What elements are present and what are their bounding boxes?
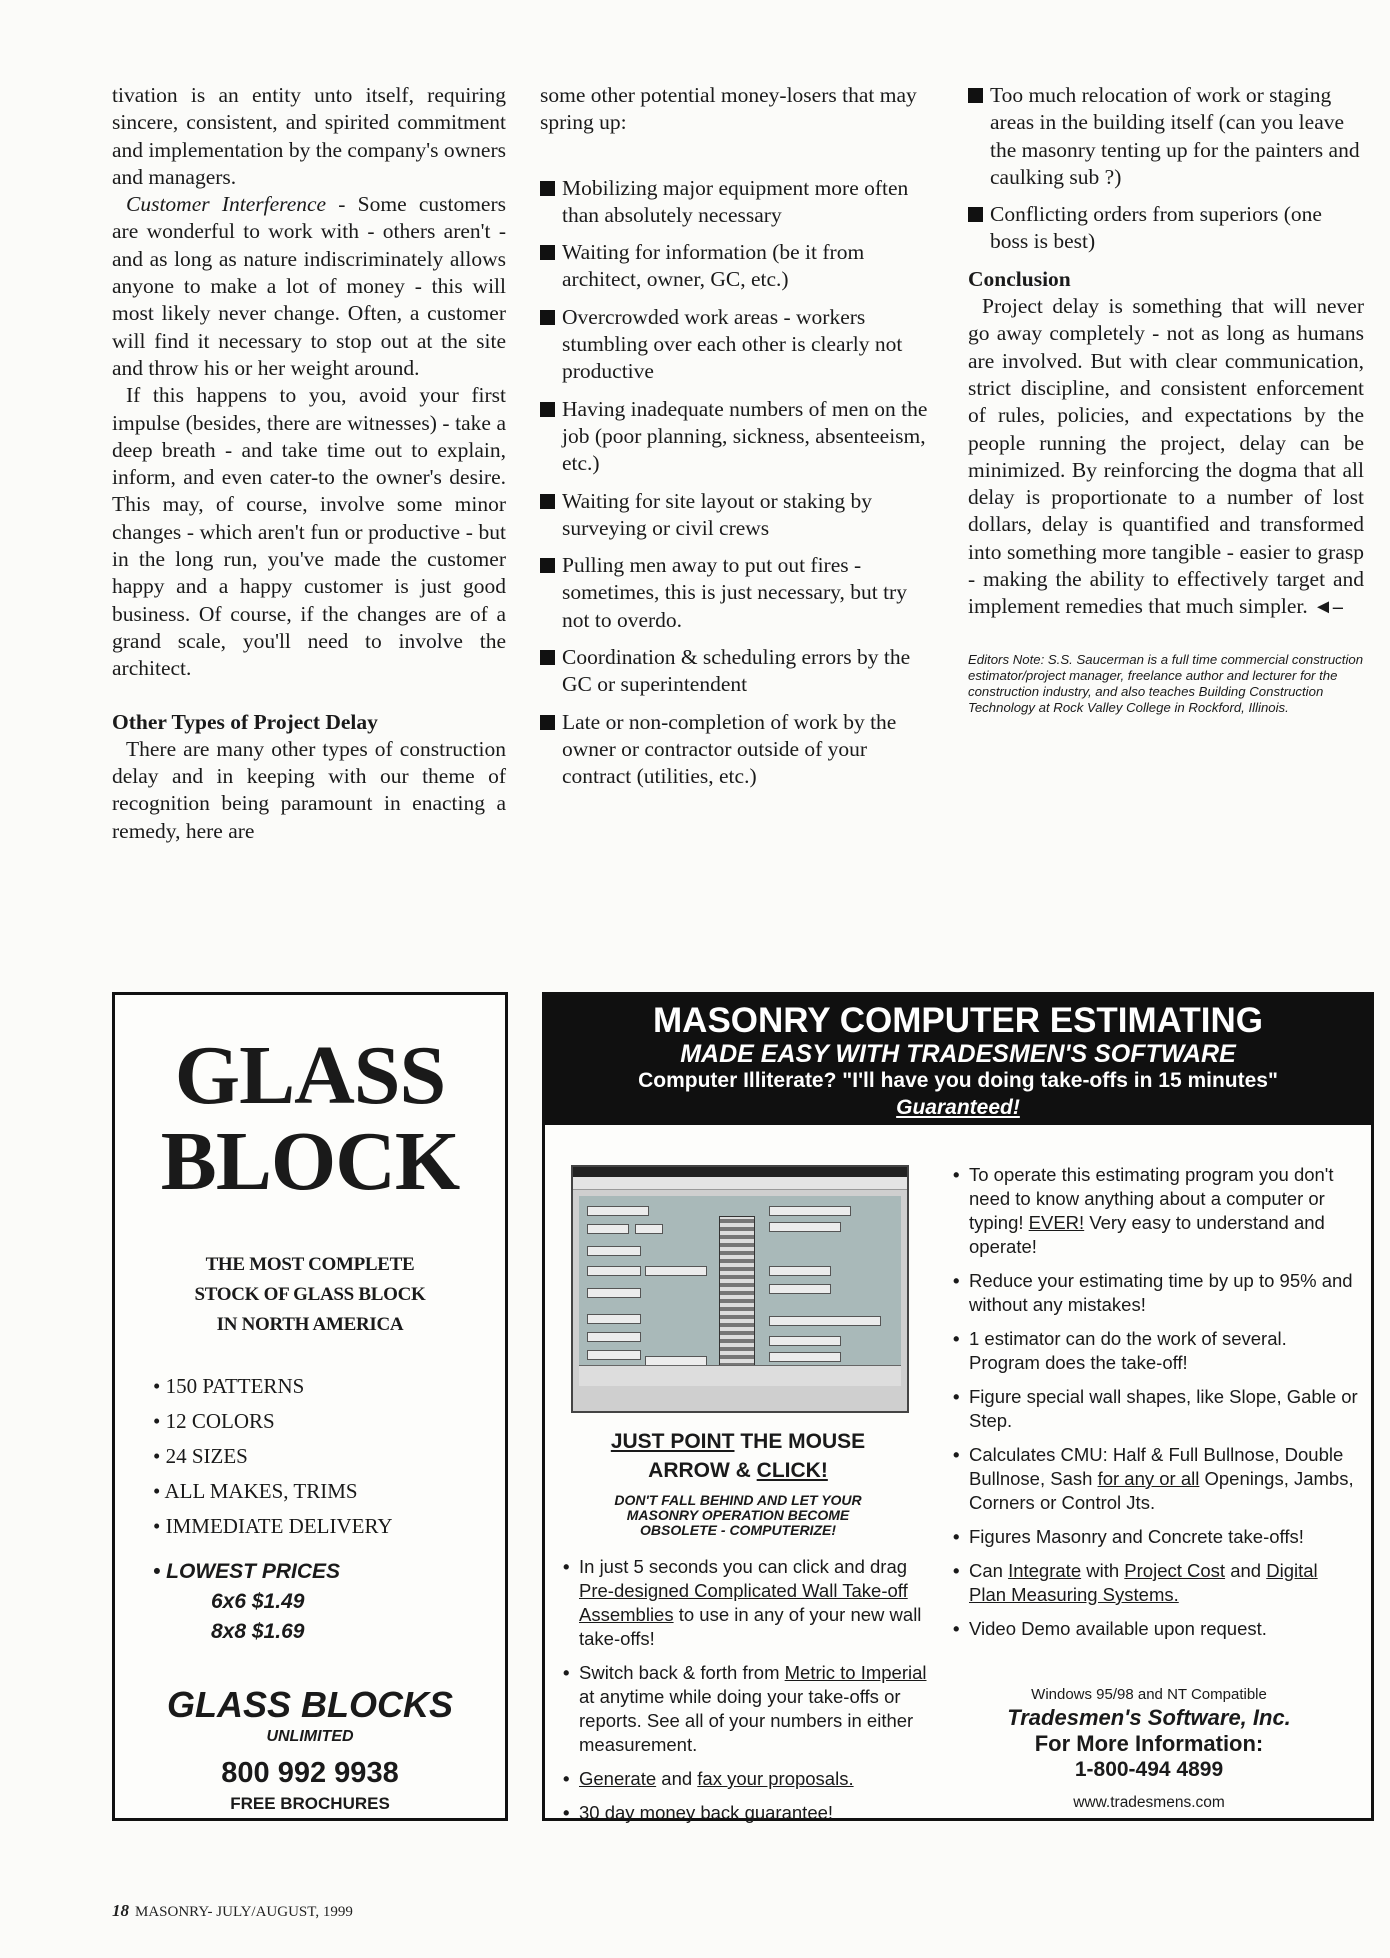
article-column-2 <box>540 82 935 801</box>
field-icon <box>587 1288 641 1298</box>
feature-item: • 24 SIZES <box>153 1439 393 1474</box>
list-item-text: Pulling men away to put out fires - sometimes, this is just necessary, but try not to overdo. <box>562 553 907 632</box>
field-icon <box>587 1224 629 1234</box>
field-icon <box>769 1352 841 1362</box>
feature-underlined: Generate <box>579 1768 657 1789</box>
paragraph-text: Project delay is something that will never go away completely - not as long as humans are involved. But with clear communication, strict discipline, and consistent enforcement of rules, policies, and expectations by the people running the project, delay can be minimized. By reinforcing the dogma that all delay is proportionate to a number of lost dollars, delay is quantified and transformed into something more tangible - easier to grasp - making the ability to effectively target and implement remedies that much simpler. <box>968 294 1364 619</box>
feature-list <box>153 1369 393 1544</box>
website-url: www.tradesmens.com <box>1073 1794 1225 1811</box>
ad-subheadline: MADE EASY WITH TRADESMEN'S SOFTWARE <box>680 1040 1236 1068</box>
paragraph: tivation is an entity unto itself, requiring sincere, consistent, and spirited commitment and implementation by the company's owners and managers. <box>112 83 506 189</box>
list-item-text: Having inadequate numbers of men on the job (poor planning, sickness, absenteeism, etc.) <box>562 396 928 476</box>
square-bullet-icon <box>540 245 555 260</box>
delay-list-continued <box>968 82 1364 256</box>
feature-item <box>559 1767 929 1791</box>
window-menubar <box>573 1177 907 1190</box>
field-icon <box>587 1206 649 1216</box>
section-heading: Conclusion <box>968 266 1071 291</box>
feature-item: • ALL MAKES, TRIMS <box>153 1474 393 1509</box>
feature-item: • 12 COLORS <box>153 1404 393 1439</box>
feature-underlined: Metric to Imperial <box>784 1662 927 1683</box>
feature-text: with <box>1081 1560 1125 1581</box>
masonry-software-ad <box>542 992 1374 1821</box>
list-item-text: Overcrowded work areas - workers stumbling over each other is clearly not productive <box>562 304 903 384</box>
caption-underlined: JUST POINT <box>610 1430 735 1453</box>
contact-block <box>949 1685 1349 1815</box>
ad-guarantee: Guaranteed! <box>896 1096 1020 1119</box>
list-item <box>540 175 935 230</box>
list-item <box>540 239 935 294</box>
feature-underlined: Integrate <box>1008 1560 1082 1581</box>
price-item: 8x8 $1.69 <box>211 1620 305 1643</box>
page-number: 18 <box>112 1901 129 1920</box>
compatibility-note: Windows 95/98 and NT Compatible <box>1031 1686 1267 1703</box>
feature-item: • Reduce your estimating time by up to 95% and without any mistakes! <box>949 1269 1359 1317</box>
list-item <box>540 304 935 386</box>
field-icon <box>587 1332 641 1342</box>
price-heading: • LOWEST PRICES <box>153 1560 341 1583</box>
brochures-note: FREE BROCHURES <box>230 1794 390 1813</box>
feature-underlined: for any or all <box>1097 1468 1200 1489</box>
window-toolbar <box>579 1365 901 1386</box>
article-column-1 <box>112 82 506 845</box>
feature-text: Calculates CMU: Half & Full Bullnose, Double Bullnose, Sash <box>969 1444 1344 1489</box>
ad-title-line: GLASS <box>174 1029 446 1122</box>
square-bullet-icon <box>540 310 555 325</box>
feature-item: • IMMEDIATE DELIVERY <box>153 1509 393 1544</box>
paragraph: There are many other types of construction delay and in keeping with our theme of recognition being paramount in enacting a remedy, here are <box>112 736 506 843</box>
field-icon <box>769 1284 831 1294</box>
list-item-text: Coordination & scheduling errors by the GC or superintendent <box>562 645 911 697</box>
ad-headline: MASONRY COMPUTER ESTIMATING <box>653 1001 1263 1040</box>
ad-subtitle-line: STOCK OF GLASS BLOCK <box>194 1284 426 1305</box>
company-name: GLASS BLOCKS <box>166 1684 453 1725</box>
feature-text: Openings, Jambs, Corners or Control Jts. <box>969 1468 1354 1513</box>
field-icon <box>769 1222 841 1232</box>
feature-text: Switch back & forth from <box>579 1662 785 1683</box>
feature-item <box>949 1559 1359 1607</box>
list-intro: some other potential money-losers that may spring up: <box>540 83 917 135</box>
computerize-warning <box>571 1493 905 1538</box>
warning-line: MASONRY OPERATION BECOME <box>626 1507 850 1523</box>
feature-text: to use in any of your new wall take-offs! <box>579 1604 922 1649</box>
feature-item: • 1 estimator can do the work of several. Program does the take-off! <box>949 1327 1359 1375</box>
paragraph: If this happens to you, avoid your first impulse (besides, there are witnesses) - take a deep breath - and take time out to explain, inform, and even cater-to the owner's desire. This may, of course, involve some minor changes - which aren't fun or productive - but in the long run, you've made the customer happy and a happy customer is just good business. Of course, if the changes are of a grand scale, you'll need to involve the architect. <box>112 383 506 681</box>
software-screenshot <box>571 1165 909 1413</box>
list-item-text: Late or non-completion of work by the owner or contractor outside of your contract (utilities, etc.) <box>562 709 897 789</box>
feature-text: In just 5 seconds you can click and drag <box>579 1556 908 1577</box>
feature-text: at anytime while doing your take-offs or reports. See all of your numbers in either measurement. <box>579 1686 914 1755</box>
list-item <box>540 396 935 478</box>
list-item-text: Mobilizing major equipment more often than absolutely necessary <box>562 175 909 227</box>
field-icon <box>587 1350 641 1360</box>
feature-item: • Video Demo available upon request. <box>949 1617 1359 1641</box>
feature-underlined: Digital Plan Measuring Systems. <box>969 1560 1318 1605</box>
square-bullet-icon <box>540 650 555 665</box>
ad-title <box>115 1029 505 1208</box>
feature-text: and <box>1225 1560 1267 1581</box>
square-bullet-icon <box>968 88 983 103</box>
ad-subtitle-line: THE MOST COMPLETE <box>205 1254 415 1275</box>
publication-line: MASONRY- JULY/AUGUST, 1999 <box>135 1904 353 1920</box>
run-in-heading: Customer Interference <box>126 192 327 217</box>
field-icon <box>769 1336 841 1346</box>
feature-item: • 30 day money back guarantee! <box>559 1801 929 1825</box>
feature-text: Very easy to understand and operate! <box>969 1212 1325 1257</box>
section-heading: Other Types of Project Delay <box>112 709 378 734</box>
window-body <box>579 1196 901 1386</box>
field-icon <box>587 1246 641 1256</box>
square-bullet-icon <box>540 494 555 509</box>
feature-list-left <box>559 1555 929 1835</box>
square-bullet-icon <box>540 402 555 417</box>
price-block <box>153 1557 340 1647</box>
feature-item: • 150 PATTERNS <box>153 1369 393 1404</box>
ad-header <box>545 995 1371 1125</box>
list-item <box>968 82 1364 191</box>
ad-subtitle-line: IN NORTH AMERICA <box>216 1314 404 1335</box>
page-footer <box>112 1901 353 1922</box>
feature-text: and <box>656 1768 698 1789</box>
caption-underlined: CLICK! <box>756 1459 828 1482</box>
ad-subtitle <box>115 1250 505 1340</box>
list-item-text: Conflicting orders from superiors (one boss is best) <box>990 202 1322 254</box>
list-item-text: Waiting for information (be it from architect, owner, GC, etc.) <box>562 240 865 292</box>
feature-text: To operate this estimating program you don't need to know anything about a computer or typing! <box>969 1164 1334 1233</box>
delay-list <box>540 175 935 791</box>
list-item <box>540 488 935 543</box>
list-item <box>540 709 935 791</box>
paragraph <box>968 293 1364 622</box>
glass-block-ad <box>112 992 508 1821</box>
wall-preview-icon <box>719 1216 755 1368</box>
field-icon <box>769 1206 851 1216</box>
company-subname: UNLIMITED <box>266 1728 354 1745</box>
field-icon <box>587 1266 641 1276</box>
feature-text: Can <box>969 1560 1009 1581</box>
ad-tagline: Computer Illiterate? "I'll have you doing take-offs in 15 minutes" <box>638 1069 1278 1092</box>
ad-title-line: BLOCK <box>160 1115 460 1208</box>
square-bullet-icon <box>540 181 555 196</box>
feature-item <box>949 1163 1359 1259</box>
feature-underlined: Project Cost <box>1124 1560 1226 1581</box>
window-titlebar <box>573 1167 907 1177</box>
warning-line: OBSOLETE - COMPUTERIZE! <box>640 1522 836 1538</box>
feature-item <box>949 1443 1359 1515</box>
caption-text: THE MOUSE <box>734 1430 866 1453</box>
caption-text: ARROW & <box>648 1459 757 1482</box>
feature-item: • Figures Masonry and Concrete take-offs! <box>949 1525 1359 1549</box>
list-item-text: Waiting for site layout or staking by surveying or civil crews <box>562 488 872 540</box>
feature-item <box>559 1661 929 1757</box>
paragraph-text: - Some customers are wonderful to work with - others aren't - and as long as nature indiscriminately allows anyone to make a lot of money - this will most likely never change. Often, a customer will find it necessary to stop out at the site and throw his or her weight around. <box>112 192 506 380</box>
company-block <box>115 1685 505 1815</box>
point-click-caption <box>571 1427 905 1485</box>
paragraph <box>112 191 506 382</box>
field-icon <box>645 1266 707 1276</box>
list-item-text: Too much relocation of work or staging areas in the building itself (can you leave the masonry tenting up for the painters and caulking sub ?) <box>990 83 1360 189</box>
article-column-3 <box>968 82 1364 716</box>
square-bullet-icon <box>540 715 555 730</box>
editor-note: Editors Note: S.S. Saucerman is a full time commercial construction estimator/project manager, freelance author and lecturer for the construction industry, and also teaches Building Construction Technology at Rock Valley College in Rockford, Illinois. <box>968 651 1364 715</box>
phone-number: 1-800-494 4899 <box>1074 1758 1224 1781</box>
list-item <box>540 644 935 699</box>
company-name: Tradesmen's Software, Inc. <box>1007 1705 1291 1730</box>
feature-underlined: fax your proposals. <box>697 1768 854 1789</box>
field-icon <box>587 1314 641 1324</box>
square-bullet-icon <box>540 558 555 573</box>
square-bullet-icon <box>968 207 983 222</box>
more-info-label: For More Information: <box>1034 1731 1264 1756</box>
phone-number: 800 992 9938 <box>221 1757 399 1789</box>
feature-list-right <box>949 1163 1359 1651</box>
warning-line: DON'T FALL BEHIND AND LET YOUR <box>614 1492 862 1508</box>
field-icon <box>635 1224 663 1234</box>
field-icon <box>769 1316 881 1326</box>
field-icon <box>769 1266 831 1276</box>
list-item <box>540 552 935 634</box>
list-item <box>968 201 1364 256</box>
feature-item: • Figure special wall shapes, like Slope, Gable or Step. <box>949 1385 1359 1433</box>
feature-underlined: Pre-designed Complicated Wall Take-off Assemblies <box>579 1580 908 1625</box>
feature-underlined: EVER! <box>1028 1212 1085 1233</box>
end-mark-arrow-icon: ◄– <box>1313 596 1343 619</box>
price-item: 6x6 $1.49 <box>211 1590 305 1613</box>
feature-item <box>559 1555 929 1651</box>
